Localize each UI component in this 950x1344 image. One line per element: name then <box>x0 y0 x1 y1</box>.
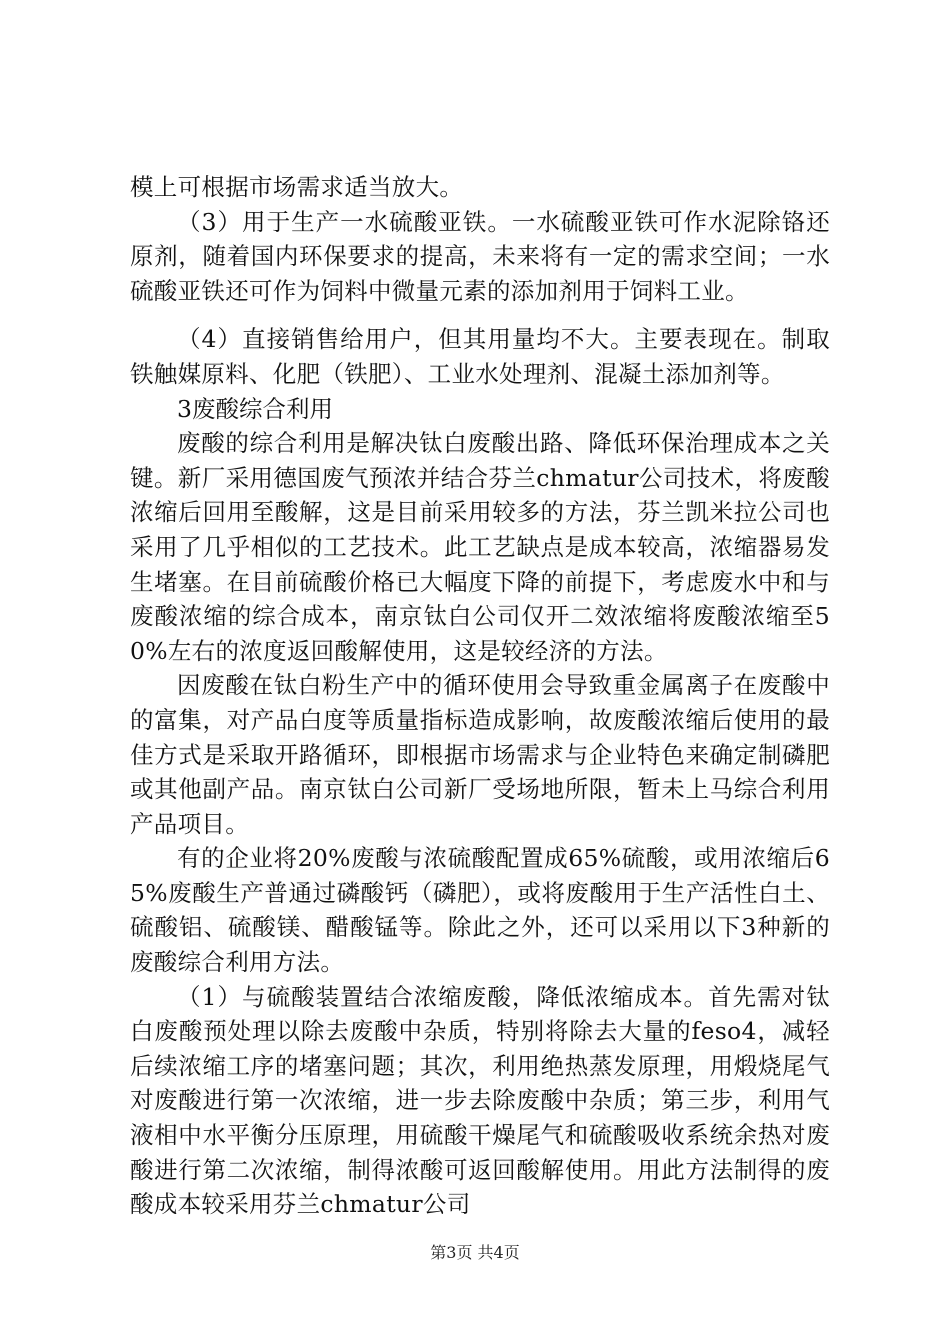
document-body <box>130 170 830 1222</box>
paragraph-waste-acid-utilization: 废酸的综合利用是解决钛白废酸出路、降低环保治理成本之关键。新厂采用德国废气预浓并结合芬兰chmatur公司技术，将废酸浓缩后回用至酸解，这是目前采用较多的方法，芬兰凯米拉公司也采用了几乎相似的工艺技术。此工艺缺点是成本较高，浓缩器易发生堵塞。在目前硫酸价格已大幅度下降的前提下，考虑废水中和与废酸浓缩的综合成本，南京钛白公司仅开二效浓缩将废酸浓缩至50%左右的浓度返回酸解使用，这是较经济的方法。 <box>130 429 830 665</box>
paragraph-method-1: （1）与硫酸装置结合浓缩废酸，降低浓缩成本。首先需对钛白废酸预处理以除去废酸中杂质，特别将除去大量的feso4，减轻后续浓缩工序的堵塞问题；其次，利用绝热蒸发原理，用煅烧尾气对废酸进行第一次浓缩，进一步去除废酸中杂质；第三步，利用气液相中水平衡分压原理，用硫酸干燥尾气和硫酸吸收系统余热对废酸进行第二次浓缩，制得浓酸可返回酸解使用。用此方法制得的废酸成本较采用芬兰chmatur公司 <box>130 982 830 1219</box>
paragraph-gap <box>130 308 830 322</box>
page-number-footer: 第3页 共4页 <box>430 1243 520 1262</box>
paragraph-other-enterprises: 有的企业将20%废酸与浓硫酸配置成65%硫酸，或用浓缩后65%废酸生产普通过磷酸钙（磷肥），或将废酸用于生产活性白土、硫酸铝、硫酸镁、醋酸锰等。除此之外，还可以采用以下3种新的废酸综合利用方法。 <box>130 844 830 977</box>
paragraph-continuation: 模上可根据市场需求适当放大。 <box>130 173 464 201</box>
section-heading: 3废酸综合利用 <box>177 394 333 423</box>
paragraph-item-4: （4）直接销售给用户，但其用量均不大。主要表现在。制取铁触媒原料、化肥（铁肥）、工业水处理剂、混凝土添加剂等。 <box>130 325 830 388</box>
paragraph-heavy-metal-enrichment: 因废酸在钛白粉生产中的循环使用会导致重金属离子在废酸中的富集，对产品白度等质量指标造成影响，故废酸浓缩后使用的最佳方式是采取开路循环，即根据市场需求与企业特色来确定制磷肥或其他副产品。南京钛白公司新厂受场地所限，暂未上马综合利用产品项目。 <box>130 671 830 838</box>
paragraph-item-3: （3）用于生产一水硫酸亚铁。一水硫酸亚铁可作水泥除铬还原剂，随着国内环保要求的提高，未来将有一定的需求空间；一水硫酸亚铁还可作为饲料中微量元素的添加剂用于饲料工业。 <box>130 207 830 305</box>
